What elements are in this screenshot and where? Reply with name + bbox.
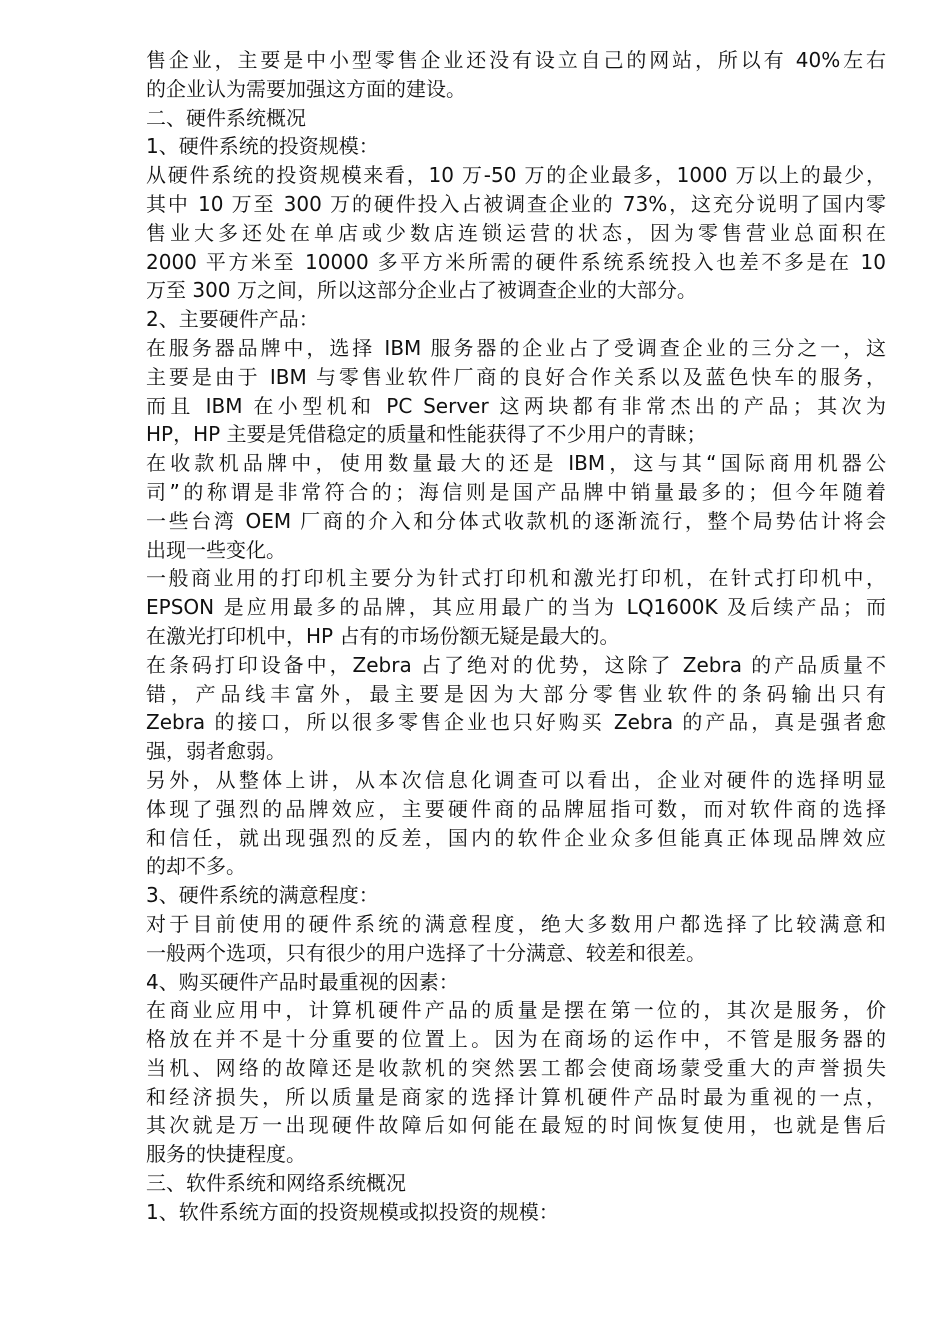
text-line: 主要是由于 IBM 与零售业软件厂商的良好合作关系以及蓝色快车的服务， bbox=[146, 364, 886, 389]
text-line: 从硬件系统的投资规模来看，10 万-50 万的企业最多，1000 万以上的最少， bbox=[146, 163, 886, 188]
text-line: 对于目前使用的硬件系统的满意程度，绝大多数用户都选择了比较满意和 bbox=[146, 911, 886, 936]
text-line: 当机、网络的故障还是收款机的突然罢工都会使商场蒙受重大的声誉损失 bbox=[146, 1055, 886, 1080]
text-line: 4、购买硬件产品时最重视的因素： bbox=[146, 969, 459, 994]
text-line: 3、硬件系统的满意程度： bbox=[146, 883, 379, 908]
text-line: 司”的称谓是非常符合的；海信则是国产品牌中销量最多的；但今年随着 bbox=[146, 479, 886, 504]
text-line: 其次就是万一出现硬件故障后如何能在最短的时间恢复使用，也就是售后 bbox=[146, 1113, 886, 1138]
text-line: 售企业，主要是中小型零售企业还没有设立自己的网站，所以有 40%左右 bbox=[146, 48, 886, 72]
text-line: 的却不多。 bbox=[146, 854, 246, 879]
document-body bbox=[146, 46, 886, 1227]
text-line: 1、软件系统方面的投资规模或拟投资的规模： bbox=[146, 1199, 559, 1224]
text-line: 强，弱者愈弱。 bbox=[146, 739, 286, 764]
text-line: 另外，从整体上讲，从本次信息化调查可以看出，企业对硬件的选择明显 bbox=[146, 767, 886, 792]
text-line: 二、硬件系统概况 bbox=[146, 105, 306, 130]
text-line: 和经济损失，所以质量是商家的选择计算机硬件产品时最为重视的一点， bbox=[146, 1084, 886, 1109]
text-line: 万至 300 万之间，所以这部分企业占了被调查企业的大部分。 bbox=[146, 278, 697, 303]
text-line: 格放在并不是十分重要的位置上。因为在商场的运作中，不管是服务器的 bbox=[146, 1027, 886, 1052]
text-line: 和信任，就出现强烈的反差，国内的软件企业众多但能真正体现品牌效应 bbox=[146, 825, 886, 850]
text-line: 2000 平方米至 10000 多平方米所需的硬件系统系统投入也差不多是在 10 bbox=[146, 249, 886, 274]
text-line: 出现一些变化。 bbox=[146, 537, 286, 562]
text-line: 体现了强烈的品牌效应，主要硬件商的品牌屈指可数，而对软件商的选择 bbox=[146, 796, 886, 821]
text-line: EPSON 是应用最多的品牌，其应用最广的当为 LQ1600K 及后续产品；而 bbox=[146, 595, 886, 620]
text-line: 一些台湾 OEM 厂商的介入和分体式收款机的逐渐流行，整个局势估计将会 bbox=[146, 508, 886, 533]
text-line: 售业大多还处在单店或少数店连锁运营的状态，因为零售营业总面积在 bbox=[146, 220, 886, 245]
text-line: 在商业应用中，计算机硬件产品的质量是摆在第一位的，其次是服务，价 bbox=[146, 998, 886, 1023]
text-line: HP，HP 主要是凭借稳定的质量和性能获得了不少用户的青睐； bbox=[146, 422, 707, 447]
text-line: 三、软件系统和网络系统概况 bbox=[146, 1171, 406, 1196]
text-line: 2、主要硬件产品： bbox=[146, 307, 319, 332]
text-line: Zebra 的接口，所以很多零售企业也只好购买 Zebra 的产品，真是强者愈 bbox=[146, 710, 886, 735]
text-line: 而且 IBM 在小型机和 PC Server 这两块都有非常杰出的产品；其次为 bbox=[146, 393, 886, 418]
text-line: 服务的快捷程度。 bbox=[146, 1142, 306, 1167]
text-line: 其中 10 万至 300 万的硬件投入占被调查企业的 73%，这充分说明了国内零 bbox=[146, 191, 886, 216]
text-line: 的企业认为需要加强这方面的建设。 bbox=[146, 76, 466, 101]
text-line: 错，产品线丰富外，最主要是因为大部分零售业软件的条码输出只有 bbox=[146, 681, 886, 706]
text-line: 1、硬件系统的投资规模： bbox=[146, 134, 379, 159]
text-line: 一般两个选项，只有很少的用户选择了十分满意、较差和很差。 bbox=[146, 940, 706, 965]
text-line: 在激光打印机中，HP 占有的市场份额无疑是最大的。 bbox=[146, 623, 620, 648]
text-line: 在条码打印设备中，Zebra 占了绝对的优势，这除了 Zebra 的产品质量不 bbox=[146, 652, 886, 677]
text-line: 一般商业用的打印机主要分为针式打印机和激光打印机，在针式打印机中， bbox=[146, 566, 886, 591]
text-line: 在收款机品牌中，使用数量最大的还是 IBM，这与其“国际商用机器公 bbox=[146, 451, 886, 476]
text-line: 在服务器品牌中，选择 IBM 服务器的企业占了受调查企业的三分之一，这 bbox=[146, 335, 886, 360]
